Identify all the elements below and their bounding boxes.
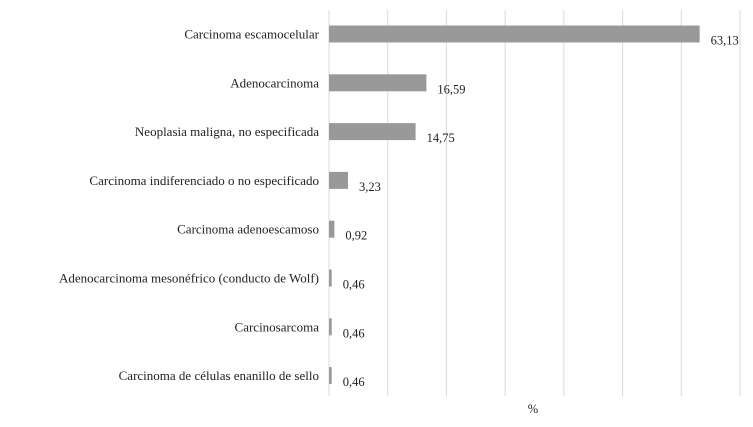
category-labels [59,27,320,384]
category-label: Carcinoma escamocelular [184,26,319,42]
data-label: 63,13 [710,33,739,48]
category-label: Carcinosarcoma [234,319,319,335]
data-label: 0,92 [345,228,368,243]
gridlines [329,10,740,396]
data-label: 0,46 [342,277,365,292]
category-label: Adenocarcinoma [230,75,319,91]
data-label: 16,59 [437,82,466,97]
x-axis-label: % [527,402,539,416]
bar [329,221,334,238]
bar [329,172,348,189]
category-label: Carcinoma adenoescamoso [177,221,319,237]
category-label: Neoplasia maligna, no especificada [134,124,319,140]
data-label: 3,23 [358,179,381,194]
bar [329,318,332,335]
bar [329,270,332,287]
bar [329,123,416,140]
category-label: Carcinoma de células enanillo de sello [118,368,319,384]
bar [329,26,700,43]
category-label: Adenocarcinoma mesonéfrico (conducto de Wolf) [58,270,319,286]
bars [329,26,700,385]
bar [329,74,426,91]
category-label: Carcinoma indiferenciado o no especificado [89,172,319,188]
bar [329,367,332,384]
data-label: 0,46 [342,375,365,390]
data-label: 14,75 [426,131,455,146]
data-label: 0,46 [342,326,365,341]
